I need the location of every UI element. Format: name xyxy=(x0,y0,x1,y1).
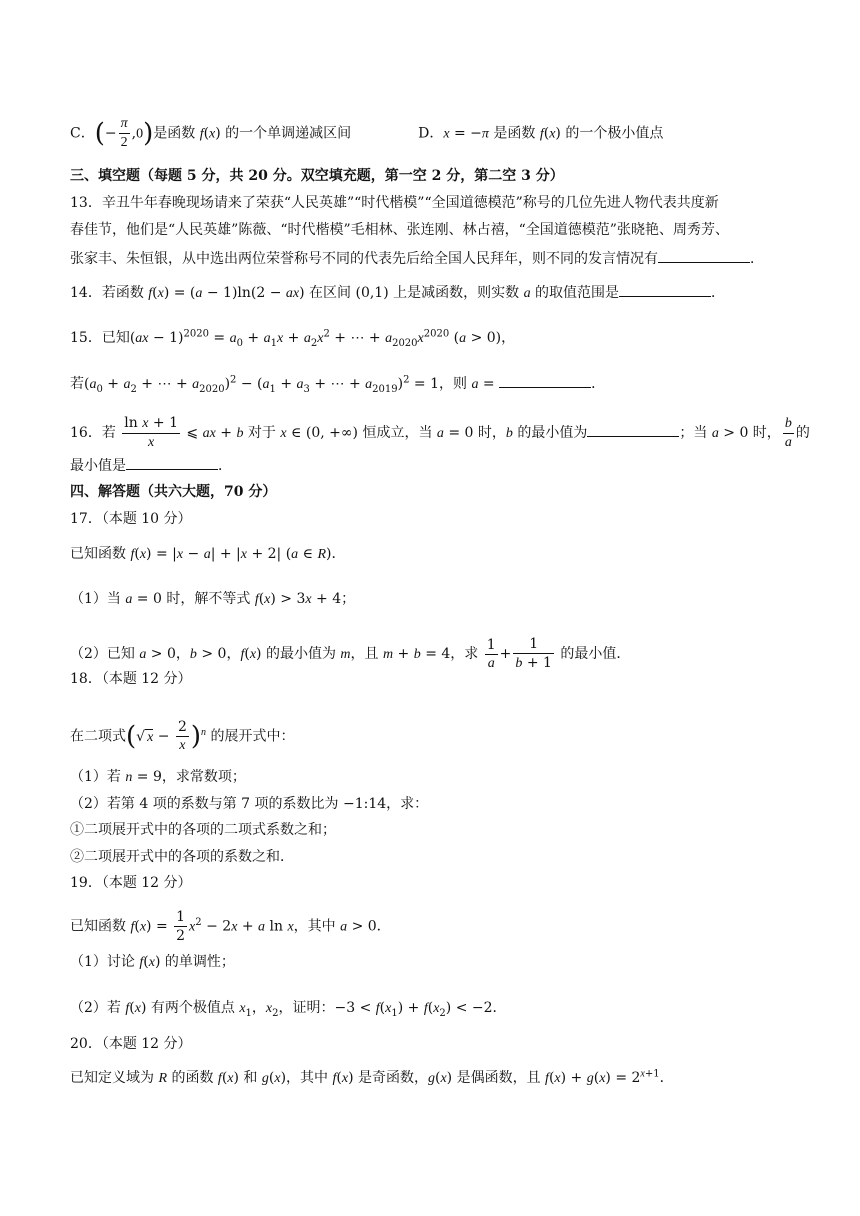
q16-line-2: 最小值是 ． xyxy=(70,455,790,476)
answer-blank xyxy=(619,282,711,297)
q18-part-2a: ①二项展开式中的各项的二项式系数之和； xyxy=(70,822,336,838)
answer-blank xyxy=(587,422,679,437)
q18-part-2b: ②二项展开式中的各项的系数之和． xyxy=(70,849,294,865)
q17-title: 17．（本题 10 分） xyxy=(70,511,192,527)
section-3-heading: 三、填空题（每题 5 分，共 20 分。双空填充题，第一空 2 分，第二空 3 分） xyxy=(70,168,564,184)
q20-stem: 已知定义域为 R 的函数 f(x) 和 g(x)，其中 f(x) 是奇函数，g(x) 是偶函数，且 $f(x) + g(x) = 2^{x+1}$． xyxy=(70,1068,674,1086)
q13-text: 张家丰、朱恒银，从中选出两位荣誉称号不同的代表先后给全国人民拜年，则不同的发言情况有 xyxy=(70,251,658,267)
q18-stem: 在二项式(√ x − $\frac{2}{x}$ )$^n$ 的展开式中： xyxy=(70,719,295,753)
q20-title: 20．（本题 12 分） xyxy=(70,1036,192,1052)
q18-title: 18．（本题 12 分） xyxy=(70,671,192,687)
q17-part-2: （2）已知 a > 0，b > 0，f(x) 的最小值为 m，且 m + b = 4，求 $\frac{1}{a}$ + $\frac{1}{b + 1}$ 的最小值． xyxy=(70,636,631,671)
q13-line-3: 张家丰、朱恒银，从中选出两位荣誉称号不同的代表先后给全国人民拜年，则不同的发言情况有 ． xyxy=(70,248,790,269)
q17-stem: 已知函数 f(x) = |x − a| + |x + 2| (a ∈ R)． xyxy=(70,546,346,562)
answer-blank xyxy=(658,248,750,263)
q15-line-2: 若($a_0 + a_2$ + ⋯ + $a_{2020})^2 - (a_1 + a_3$ + ⋯ + $a_{2019})^2 = 1$，则 a = ． xyxy=(70,374,606,395)
q17-part-1: （1）当 a = 0 时，解不等式 f(x) > 3x + 4； xyxy=(70,591,356,607)
q13-line-1: 13．辛丑牛年春晚现场请来了荣获“人民英雄”“时代楷模”“全国道德模范”称号的几位先进人物代表共度新 xyxy=(70,195,719,211)
answer-blank xyxy=(499,373,591,388)
q16-line-1: 16．若 $\frac{\text{ln x + 1}}{x}$ ⩽ ax + b 对于 x ∈ (0, +∞) 恒成立，当 a = 0 时，b 的最小值为 ；当 a > 0 时， $\frac{b}{a}$ 的 xyxy=(70,415,810,450)
answer-blank xyxy=(126,455,218,470)
q18-part-1: （1）若 n = 9，求常数项； xyxy=(70,769,246,785)
q19-stem: 已知函数 f(x) = $\frac{1}{2}$ $x^2 - 2x + a$ ln x，其中 a > 0． xyxy=(70,909,391,944)
q18-part-2: （2）若第 4 项的系数与第 7 项的系数比为 −1:14，求： xyxy=(70,796,429,812)
q19-title: 19．（本题 12 分） xyxy=(70,875,192,891)
q14: 14．若函数 f(x) = (a − 1)ln(2 − ax) 在区间 (0,1) 上是减函数，则实数 a 的取值范围是 ． xyxy=(70,282,790,304)
q19-part-1: （1）讨论 f(x) 的单调性； xyxy=(70,954,235,970)
q13-line-2: 春佳节，他们是“人民英雄”陈薇、“时代楷模”毛相林、张连刚、林占禧，“全国道德模范”张晓艳、周秀芳、 xyxy=(70,222,729,238)
q19-part-2: （2）若 f(x) 有两个极值点 $x_1$，$x_2$，证明：$-3 < f(x_1) + f(x_2) < -2$． xyxy=(70,1000,507,1019)
section-4-heading: 四、解答题（共六大题，70 分） xyxy=(70,484,277,500)
q15-line-1: 15．已知$(ax - 1)^{2020} = a_0 + a_1x + a_2x^2$ + ⋯ + $a_{2020}x^{2020}$ (a > 0)， xyxy=(70,328,516,349)
option-c: C．(− $\frac{\pi}{2}$ ,0)是函数 f(x) 的一个单调递减区间 D．x = −π 是函数 f(x) 的一个极小值点 xyxy=(70,116,664,150)
